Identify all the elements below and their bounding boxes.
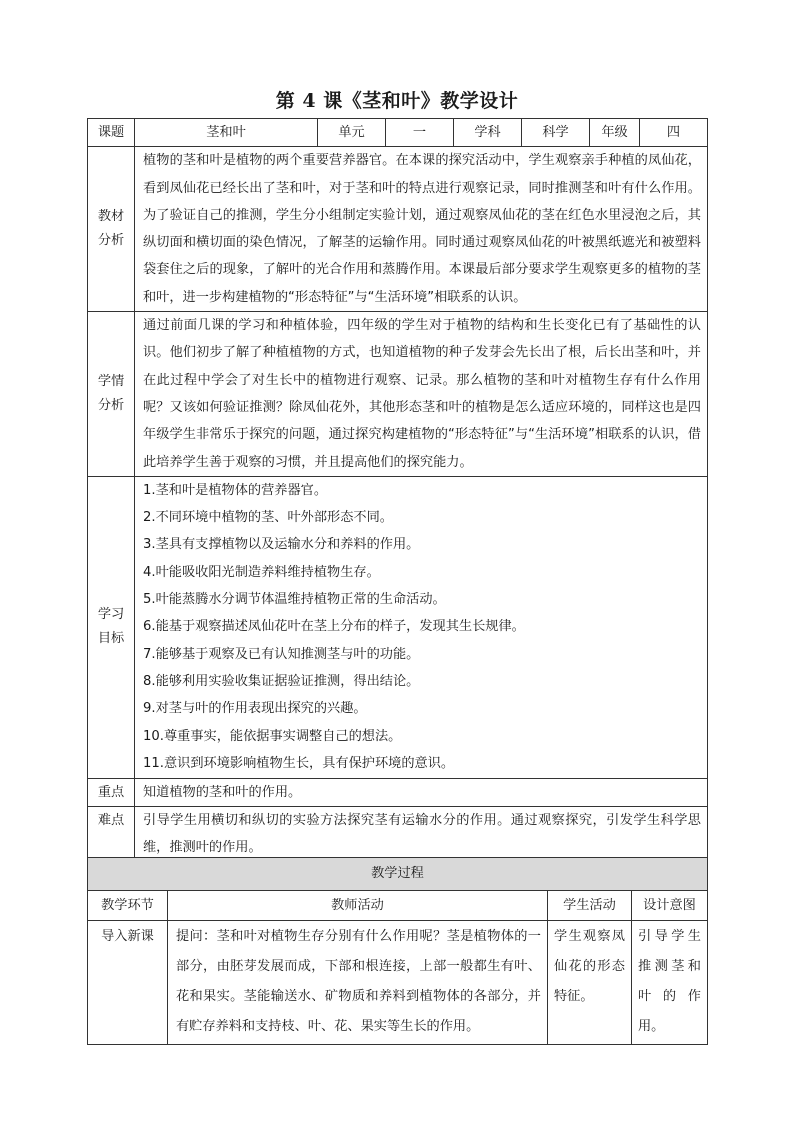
column-header-teacher: 教师活动 [168,891,548,921]
difficulty-text: 引导学生用横切和纵切的实验方法探究茎有运输水分的作用。通过观察探究，引发学生科学思维，推测叶的作用。 [135,807,708,863]
goal-item: 10.尊重事实，能依据事实调整自己的想法。 [143,728,402,744]
topic-label: 课题 [88,119,135,147]
goals-label-line2: 目标 [97,631,125,647]
goal-item: 5.叶能蒸腾水分调节体温维持植物正常的生命活动。 [143,592,446,608]
students-label [88,312,135,477]
process-heading: 教学过程 [88,858,708,891]
header-row [88,119,708,147]
key-point-text: 知道植物的茎和叶的作用。 [135,778,708,806]
subject-value: 科学 [522,119,590,147]
material-label-line1: 教材 [97,209,125,225]
grade-value: 四 [640,119,708,147]
goals-label [88,476,135,778]
material-label [88,147,135,312]
material-row [88,147,708,312]
material-paragraph: 植物的茎和叶是植物的两个重要营养器官。在本课的探究活动中，学生观察亲手种植的凤仙花，看到凤仙花已经长出了茎和叶，对于茎和叶的特点进行观察记录，同时推测茎和叶有什么作用。为了验证自己的推测，学生分小组制定实验计划，通过观察凤仙花的茎在红色水里浸泡之后，其纵切面和横切面的染色情况，了解茎的运输作用。同时通过观察凤仙花的叶被黑纸遮光和被塑料袋套住之后的现象，了解叶的光合作用和蒸腾作用。本课最后部分要求学生观察更多的植物的茎和叶，进一步构建植物的“形态特征”与“生活环境”相联系的认识。 [143,153,701,305]
topic-value: 茎和叶 [135,119,318,147]
goal-item: 3.茎具有支撑植物以及运输水分和养料的作用。 [143,537,420,553]
students-row [88,312,708,477]
goal-item: 1.茎和叶是植物体的营养器官。 [143,482,328,498]
stage-cell: 导入新课 [88,921,168,1045]
column-header-intent: 设计意图 [632,891,708,921]
goal-item: 7.能够基于观察及已有认知推测茎与叶的功能。 [143,646,420,662]
subject-label: 学科 [454,119,522,147]
students-paragraph: 通过前面几课的学习和种植体验，四年级的学生对于植物的结构和生长变化已有了基础性的认识。他们初步了解了种植植物的方式，也知道植物的种子发芽会先长出了根，后长出茎和叶，并在此过程中学会了对生长中的植物进行观察、记录。那么植物的茎和叶对植物生存有什么作用呢？又该如何验证推测？除凤仙花外，其他形态茎和叶的植物是怎么适应环境的，同样这也是四年级学生非常乐于探究的问题，通过探究构建植物的“形态特征”与“生活环境”相联系的认识，借此培养学生善于观察的习惯，并且提高他们的探究能力。 [143,318,701,470]
students-text [135,312,708,477]
difficulty-label: 难点 [88,807,135,863]
students-label-line2: 分析 [97,397,125,413]
key-point-label: 重点 [88,778,135,806]
difficulty-row [88,807,708,863]
goals-row [88,476,708,778]
key-point-row [88,778,708,806]
student-activity-cell: 学生观察凤仙花的形态特征。 [548,921,632,1045]
material-label-line2: 分析 [97,233,125,249]
process-heading-row [88,858,708,891]
teacher-activity-cell: 提问：茎和叶对植物生存分别有什么作用呢？茎是植物体的一部分，由胚芽发展而成，下部和根连接，上部一般都生有叶、花和果实。茎能输送水、矿物质和养料到植物体的各部分，并有贮存养料和支持枝、叶、花、果实等生长的作用。 [168,921,548,1045]
students-label-line1: 学情 [97,373,125,389]
material-text [135,147,708,312]
goals-label-line1: 学习 [97,607,125,623]
goal-item: 6.能基于观察描述凤仙花叶在茎上分布的样子，发现其生长规律。 [143,619,525,635]
goal-item: 11.意识到环境影响植物生长，具有保护环境的意识。 [143,755,455,771]
process-column-header-row [88,891,708,921]
goal-item: 9.对茎与叶的作用表现出探究的兴趣。 [143,701,367,717]
table-row [88,921,708,1045]
unit-value: 一 [386,119,454,147]
column-header-student: 学生活动 [548,891,632,921]
goal-item: 8.能够利用实验收集证据验证推测，得出结论。 [143,673,420,689]
page-title: 第 4 课《茎和叶》教学设计 [275,90,519,112]
goal-item: 2.不同环境中植物的茎、叶外部形态不同。 [143,510,393,526]
column-header-stage: 教学环节 [88,891,168,921]
teaching-process-table [87,857,708,1045]
grade-label: 年级 [590,119,640,147]
design-intent-cell: 引导学生推测茎和叶的作用。 [632,921,708,1045]
goal-item: 4.叶能吸收阳光制造养料维持植物生存。 [143,564,380,580]
unit-label: 单元 [318,119,386,147]
lesson-info-table [87,118,708,863]
goals-list [135,476,708,778]
